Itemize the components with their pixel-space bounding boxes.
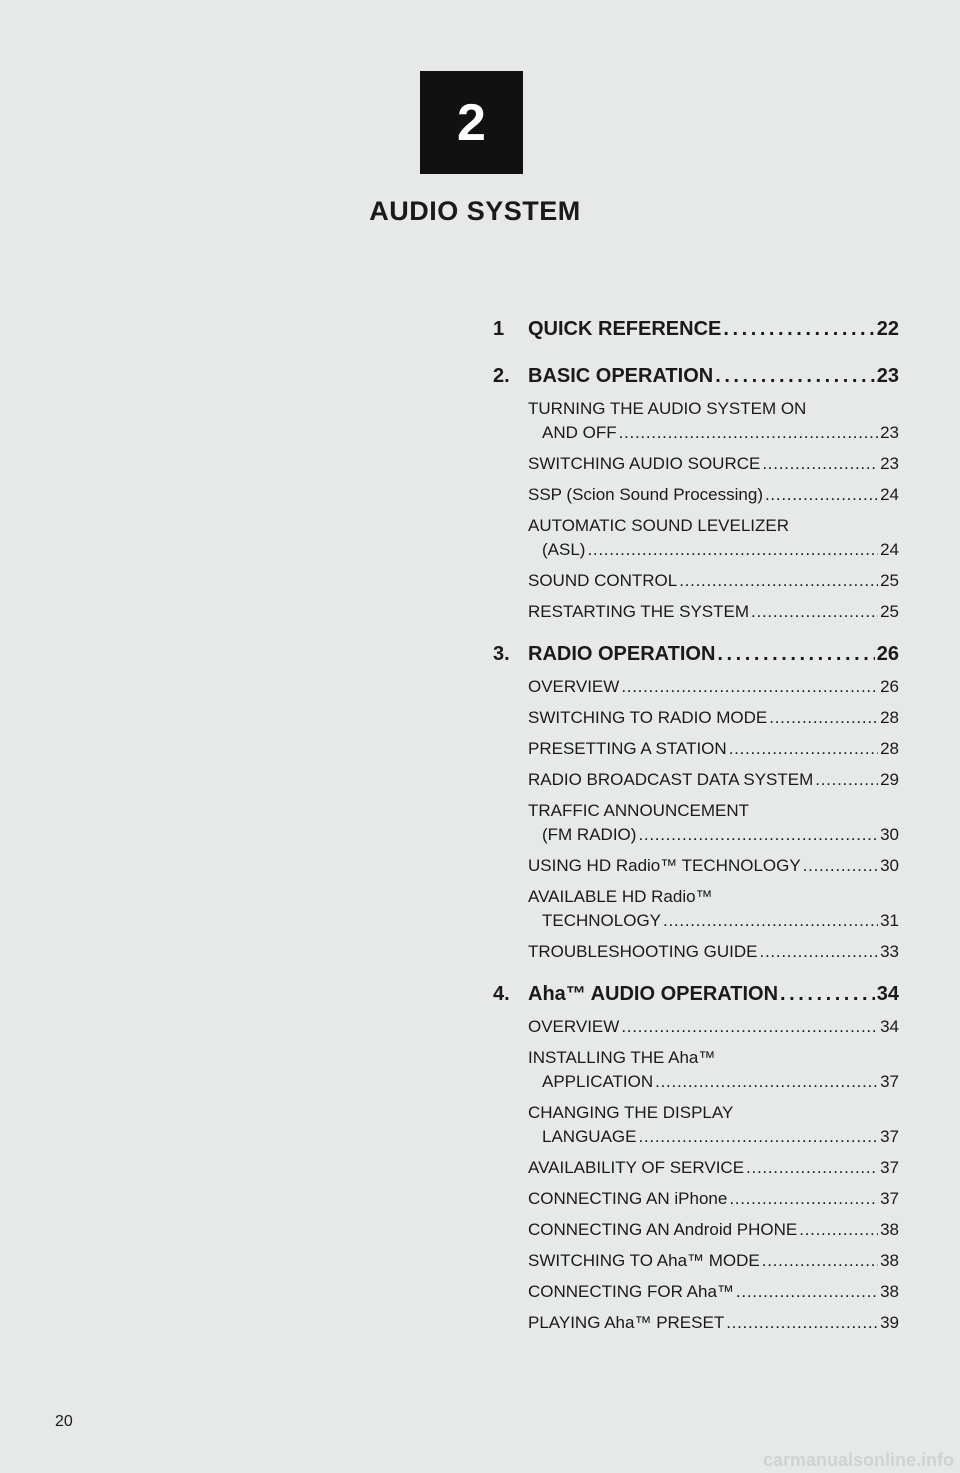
dot-leader [679, 569, 878, 593]
dot-leader [736, 1280, 878, 1304]
toc-section-heading[interactable] [493, 977, 899, 1011]
toc-item[interactable] [528, 1101, 899, 1149]
item-title: PRESETTING A STATION [528, 739, 727, 758]
toc-item[interactable] [528, 1311, 899, 1335]
dot-leader [762, 452, 878, 476]
item-title: SSP (Scion Sound Processing) [528, 485, 763, 504]
toc-item[interactable] [528, 569, 899, 593]
chapter-title: AUDIO SYSTEM [369, 196, 581, 226]
item-title: RESTARTING THE SYSTEM [528, 602, 750, 621]
item-page: 25 [880, 571, 899, 590]
toc-item[interactable] [528, 1187, 899, 1211]
item-title: TROUBLESHOOTING GUIDE [528, 942, 758, 961]
dot-leader [715, 359, 875, 393]
item-title: (ASL) [542, 540, 586, 559]
item-title: CONNECTING AN Android PHONE [528, 1220, 798, 1239]
toc-items [493, 675, 899, 964]
item-title: SWITCHING AUDIO SOURCE [528, 454, 761, 473]
item-title: APPLICATION [542, 1072, 654, 1091]
toc-item[interactable] [528, 397, 899, 445]
toc-item[interactable] [528, 1156, 899, 1180]
item-page: 37 [880, 1189, 899, 1208]
chapter-number: 2 [457, 93, 486, 152]
item-title: CONNECTING FOR Aha™ [528, 1282, 734, 1301]
chapter-number-box [420, 71, 523, 174]
item-page: 28 [880, 708, 899, 727]
item-title-line1: INSTALLING THE Aha™ [528, 1048, 716, 1067]
item-page: 26 [880, 677, 899, 696]
section-page: 26 [876, 643, 899, 665]
toc-item[interactable] [528, 885, 899, 933]
item-page: 38 [880, 1251, 899, 1270]
item-title: SWITCHING TO Aha™ MODE [528, 1251, 760, 1270]
item-title: OVERVIEW [528, 677, 620, 696]
section-title: QUICK REFERENCE [528, 318, 722, 340]
toc-section [493, 977, 899, 1335]
item-title-line1: CHANGING THE DISPLAY [528, 1103, 734, 1122]
dot-leader [760, 940, 879, 964]
item-page: 38 [880, 1220, 899, 1239]
section-page: 34 [876, 983, 899, 1005]
toc-item[interactable] [528, 483, 899, 507]
toc-item[interactable] [528, 1280, 899, 1304]
toc-item[interactable] [528, 452, 899, 476]
item-title: SOUND CONTROL [528, 571, 678, 590]
toc-item[interactable] [528, 1218, 899, 1242]
item-page: 39 [880, 1313, 899, 1332]
dot-leader [619, 421, 878, 445]
dot-leader [621, 675, 878, 699]
dot-leader [655, 1070, 878, 1094]
section-number: 1 [493, 318, 505, 340]
item-title: (FM RADIO) [542, 825, 637, 844]
toc-item[interactable] [528, 768, 899, 792]
item-title-line1: TRAFFIC ANNOUNCEMENT [528, 801, 749, 820]
dot-leader [769, 706, 878, 730]
page-number: 20 [55, 1413, 73, 1430]
item-page: 23 [880, 454, 899, 473]
toc-section [493, 312, 899, 346]
dot-leader [729, 737, 878, 761]
item-page: 37 [880, 1158, 899, 1177]
dot-leader [729, 1187, 878, 1211]
toc-items [493, 1015, 899, 1335]
toc-item[interactable] [528, 706, 899, 730]
toc-item[interactable] [528, 514, 899, 562]
toc-item[interactable] [528, 600, 899, 624]
item-title: PLAYING Aha™ PRESET [528, 1313, 725, 1332]
item-page: 31 [880, 911, 899, 930]
item-title-line1: AUTOMATIC SOUND LEVELIZER [528, 516, 790, 535]
item-page: 37 [880, 1072, 899, 1091]
section-page: 22 [876, 318, 899, 340]
dot-leader [638, 1125, 878, 1149]
item-title-line1: TURNING THE AUDIO SYSTEM ON [528, 399, 807, 418]
section-title: Aha™ AUDIO OPERATION [528, 983, 779, 1005]
section-page: 23 [876, 365, 899, 387]
table-of-contents [493, 312, 899, 1348]
section-title: BASIC OPERATION [528, 365, 714, 387]
dot-leader [799, 1218, 878, 1242]
item-page: 24 [880, 540, 899, 559]
item-title: USING HD Radio™ TECHNOLOGY [528, 856, 801, 875]
dot-leader [751, 600, 878, 624]
section-title: RADIO OPERATION [528, 643, 716, 665]
dot-leader [815, 768, 878, 792]
item-page: 25 [880, 602, 899, 621]
section-number: 2. [493, 365, 510, 387]
dot-leader [723, 312, 874, 346]
toc-item[interactable] [528, 1249, 899, 1273]
item-title: RADIO BROADCAST DATA SYSTEM [528, 770, 814, 789]
toc-section-heading[interactable] [493, 637, 899, 671]
item-title: SWITCHING TO RADIO MODE [528, 708, 768, 727]
dot-leader [726, 1311, 878, 1335]
dot-leader [663, 909, 878, 933]
dot-leader [621, 1015, 878, 1039]
item-title: AND OFF [542, 423, 617, 442]
toc-item[interactable] [528, 1015, 899, 1039]
item-page: 34 [880, 1017, 899, 1036]
item-title: TECHNOLOGY [542, 911, 662, 930]
item-title: AVAILABILITY OF SERVICE [528, 1158, 745, 1177]
item-page: 24 [880, 485, 899, 504]
toc-section-heading[interactable] [493, 359, 899, 393]
item-page: 23 [880, 423, 899, 442]
item-page: 29 [880, 770, 899, 789]
item-page: 30 [880, 825, 899, 844]
toc-section [493, 637, 899, 964]
toc-item[interactable] [528, 940, 899, 964]
toc-item[interactable] [528, 675, 899, 699]
watermark: carmanualsonline.info [762, 1450, 954, 1470]
item-page: 38 [880, 1282, 899, 1301]
item-title: CONNECTING AN iPhone [528, 1189, 728, 1208]
section-number: 3. [493, 643, 510, 665]
toc-items [493, 397, 899, 624]
toc-section-heading[interactable] [493, 312, 899, 346]
toc-item[interactable] [528, 737, 899, 761]
toc-item[interactable] [528, 854, 899, 878]
dot-leader [746, 1156, 878, 1180]
item-page: 30 [880, 856, 899, 875]
item-title-line1: AVAILABLE HD Radio™ [528, 887, 713, 906]
dot-leader [765, 483, 878, 507]
toc-section [493, 359, 899, 624]
dot-leader [762, 1249, 878, 1273]
toc-item[interactable] [528, 799, 899, 847]
dot-leader [587, 538, 878, 562]
item-title: OVERVIEW [528, 1017, 620, 1036]
dot-leader [780, 977, 875, 1011]
item-page: 33 [880, 942, 899, 961]
section-number: 4. [493, 983, 510, 1005]
dot-leader [638, 823, 878, 847]
item-title: LANGUAGE [542, 1127, 637, 1146]
dot-leader [717, 637, 874, 671]
dot-leader [803, 854, 878, 878]
item-page: 37 [880, 1127, 899, 1146]
item-page: 28 [880, 739, 899, 758]
toc-item[interactable] [528, 1046, 899, 1094]
